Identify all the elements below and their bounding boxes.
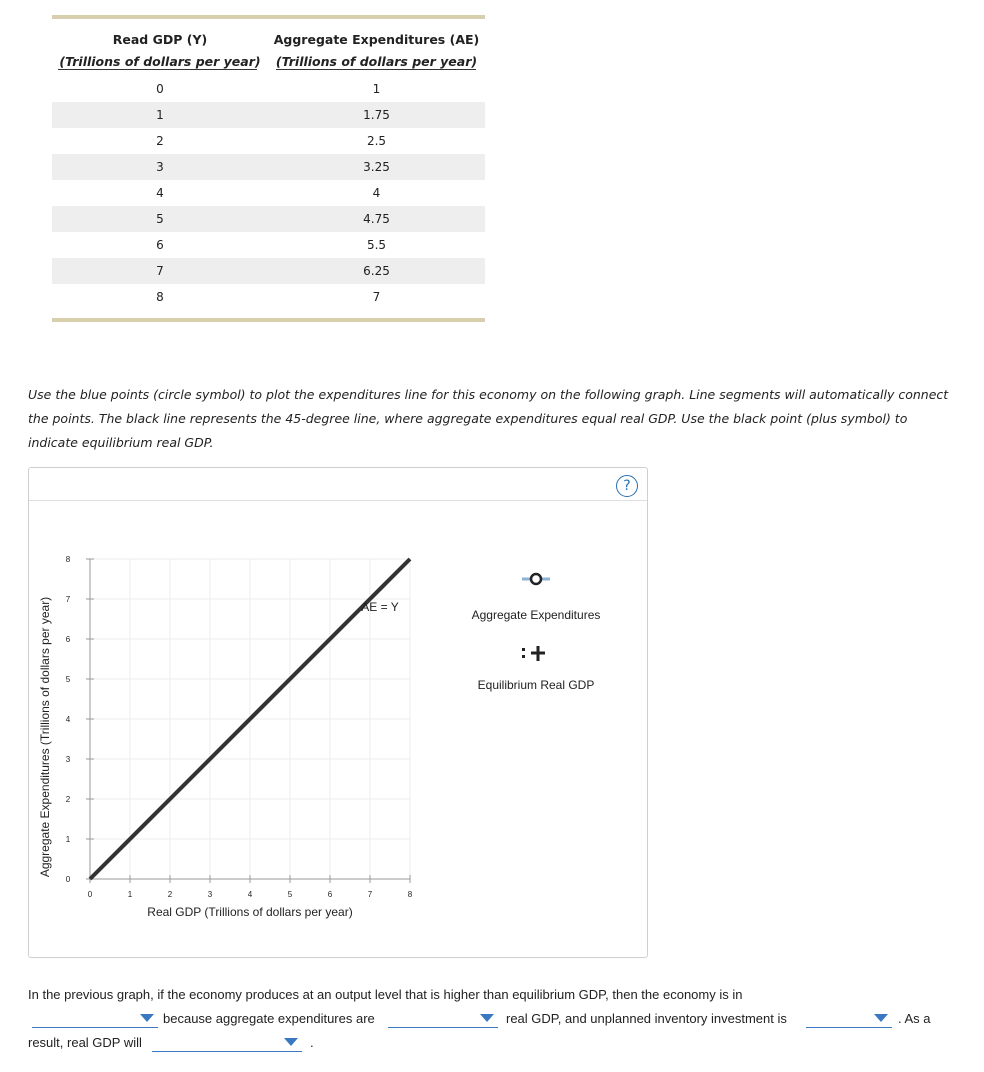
graph-panel	[28, 467, 648, 958]
dropdown-inventory[interactable]	[806, 1009, 892, 1028]
question-part2: because aggregate expenditures are	[163, 1011, 375, 1026]
cell-aggregate-expenditures: 4.75	[363, 212, 390, 226]
instructions-text: Use the blue points (circle symbol) to plot the expenditures line for this economy on the following graph. Line segments will automatically connect the points. The black line represents the 45-degree line, where aggregate expenditures equal real GDP. Use the black point (plus symbol) to indicate equilibrium real GDP.	[28, 387, 949, 450]
table-body	[52, 76, 485, 310]
legend-label-aggregate-expenditures: Aggregate Expenditures	[471, 608, 601, 622]
y-tick-label: 7	[65, 595, 71, 604]
series-label: AE = Y	[361, 600, 399, 614]
cell-real-gdp: 2	[156, 134, 164, 148]
graph-canvas[interactable]	[29, 468, 647, 957]
circle-icon[interactable]	[531, 574, 541, 584]
question-part1: In the previous graph, if the economy produces at an output level that is higher than equilibrium GDP, then the economy is in	[28, 987, 743, 1002]
legend-dot	[522, 655, 525, 658]
y-tick-label: 5	[65, 675, 71, 684]
cell-real-gdp: 5	[156, 212, 164, 226]
data-table	[52, 15, 485, 322]
cell-aggregate-expenditures: 2.5	[366, 134, 387, 148]
x-tick-label: 2	[167, 890, 173, 899]
y-tick-label: 8	[65, 555, 71, 564]
x-tick-label: 3	[207, 890, 213, 899]
header-underline-2	[276, 69, 476, 70]
table-row	[52, 180, 485, 206]
cell-aggregate-expenditures: 1	[372, 82, 381, 96]
legend-label-equilibrium-real-gdp: Equilibrium Real GDP	[477, 678, 595, 692]
y-tick-label: 2	[65, 795, 71, 804]
header-real-gdp-unit: (Trillions of dollars per year)	[59, 54, 261, 69]
cell-real-gdp: 3	[156, 160, 164, 174]
x-tick-label: 0	[87, 890, 93, 899]
cell-aggregate-expenditures: 7	[372, 290, 381, 304]
table-row	[52, 102, 485, 128]
x-axis-title: Real GDP (Trillions of dollars per year)	[147, 905, 353, 919]
cell-aggregate-expenditures: 1.75	[363, 108, 390, 122]
cell-aggregate-expenditures: 6.25	[363, 264, 390, 278]
x-tick-label: 8	[407, 890, 413, 899]
y-tick-label: 4	[65, 715, 71, 724]
dropdown-ae-comparison[interactable]	[388, 1009, 498, 1028]
question-part6: .	[310, 1035, 314, 1050]
y-tick-label: 1	[65, 835, 71, 844]
header-real-gdp-title: Read GDP (Y)	[112, 32, 208, 47]
header-ae-title: Aggregate Expenditures (AE)	[273, 32, 480, 47]
cell-real-gdp: 7	[156, 264, 164, 278]
table-row	[52, 232, 485, 258]
x-tick-label: 1	[127, 890, 133, 899]
x-tick-label: 6	[327, 890, 333, 899]
table-row	[52, 154, 485, 180]
cell-real-gdp: 6	[156, 238, 164, 252]
header-underline-1	[58, 69, 257, 70]
cell-real-gdp: 1	[156, 108, 164, 122]
cell-aggregate-expenditures: 4	[372, 186, 381, 200]
table-row	[52, 258, 485, 284]
cell-aggregate-expenditures: 3.25	[363, 160, 390, 174]
table-header	[52, 19, 485, 73]
chevron-down-icon	[140, 1014, 154, 1022]
table-bottom-rule	[52, 318, 485, 322]
cell-real-gdp: 8	[156, 290, 164, 304]
y-tick-label: 3	[65, 755, 71, 764]
chevron-down-icon	[284, 1038, 298, 1046]
x-tick-label: 7	[367, 890, 373, 899]
chevron-down-icon	[874, 1014, 888, 1022]
plus-icon[interactable]	[531, 646, 545, 661]
table-row	[52, 206, 485, 232]
question-part3: real GDP, and unplanned inventory investment is	[506, 1011, 787, 1026]
dropdown-economy-state[interactable]	[32, 1009, 158, 1028]
table-row	[52, 284, 485, 310]
y-axis-title: Aggregate Expenditures (Trillions of dollars per year)	[38, 596, 52, 878]
x-tick-label: 5	[287, 890, 293, 899]
cell-aggregate-expenditures: 5.5	[366, 238, 387, 252]
y-tick-label: 6	[65, 635, 71, 644]
cell-real-gdp: 4	[156, 186, 164, 200]
table-row	[52, 128, 485, 154]
legend-dot	[522, 648, 525, 651]
help-button[interactable]: ?	[616, 475, 638, 497]
question-part4: . As a	[898, 1011, 931, 1026]
question-part5: result, real GDP will	[28, 1035, 142, 1050]
chevron-down-icon	[480, 1014, 494, 1022]
header-ae-unit: (Trillions of dollars per year)	[275, 54, 478, 69]
dropdown-real-gdp-change[interactable]	[152, 1033, 302, 1052]
y-tick-label: 0	[65, 875, 71, 884]
header-aggregate-expenditures	[268, 29, 485, 73]
header-real-gdp	[52, 29, 268, 73]
cell-real-gdp: 0	[156, 82, 164, 96]
table-row	[52, 76, 485, 102]
x-tick-label: 4	[247, 890, 253, 899]
